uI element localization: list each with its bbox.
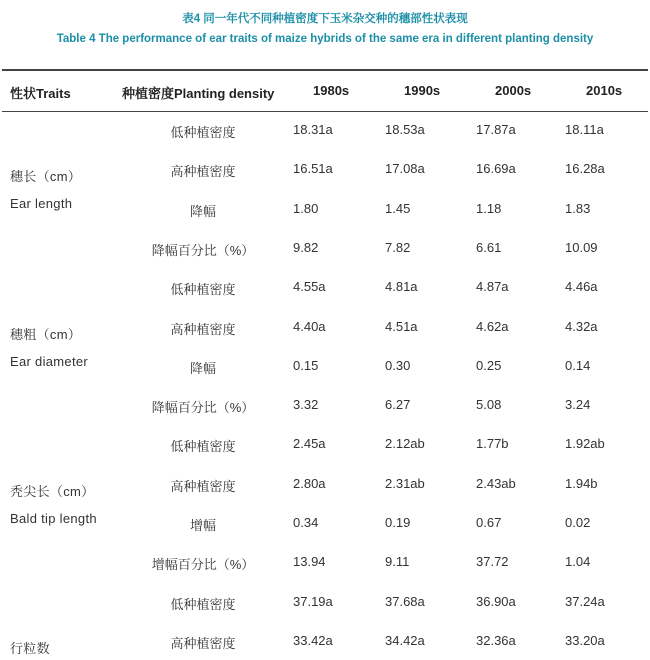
value-cell: 16.28a (565, 161, 605, 177)
table-caption-en: Table 4 The performance of ear traits of maize hybrids of the same era in different planting density (56, 33, 594, 45)
table-top-rule (2, 69, 648, 71)
value-cell: 2.31ab (385, 475, 425, 491)
value-cell: 4.87a (476, 279, 509, 295)
density-label: 增幅 (189, 518, 217, 533)
value-cell: 33.20a (565, 632, 605, 648)
value-cell: 32.36a (476, 632, 516, 648)
density-label: 高种植密度 (170, 321, 236, 337)
value-cell: 37.19a (293, 593, 333, 609)
value-cell: 37.72 (476, 554, 509, 570)
value-cell: 33.42a (293, 632, 333, 648)
value-cell: 17.08a (385, 161, 425, 177)
value-cell: 0.34 (293, 515, 319, 530)
value-cell: 0.15 (293, 357, 319, 373)
trait-name-en: Bald tip length (10, 510, 97, 526)
trait-name-zh: 穗粗（cm） (10, 326, 82, 342)
value-cell: 37.68a (385, 593, 425, 609)
value-cell: 16.51a (293, 161, 333, 177)
density-label: 增幅百分比（%） (151, 557, 255, 573)
header-traits: 性状Traits (10, 86, 71, 101)
value-cell: 1.83 (565, 200, 591, 216)
value-cell: 0.25 (476, 357, 502, 373)
density-label: 低种植密度 (170, 125, 236, 140)
value-cell: 0.02 (565, 515, 591, 530)
value-cell: 7.82 (385, 239, 411, 255)
value-cell: 13.94 (293, 554, 326, 570)
density-label: 降幅 (189, 203, 217, 219)
value-cell: 0.19 (385, 515, 411, 530)
value-cell: 10.09 (565, 239, 598, 255)
value-cell: 4.62a (476, 318, 509, 334)
density-label: 高种植密度 (170, 478, 236, 494)
value-cell: 0.14 (565, 357, 591, 373)
table-caption-zh: 表4 同一年代不同种植密度下玉米杂交种的穗部性状表现 (182, 13, 468, 25)
value-cell: 4.40a (293, 318, 326, 334)
value-cell: 2.12ab (385, 436, 425, 452)
header-era-1990s: 1990s (404, 83, 441, 98)
value-cell: 6.61 (476, 239, 502, 255)
value-cell: 37.24a (565, 593, 605, 609)
density-label: 降幅百分比（%） (151, 400, 255, 416)
value-cell: 17.87a (476, 122, 516, 137)
trait-name-zh: 秃尖长（cm） (10, 483, 95, 499)
value-cell: 3.24 (565, 397, 591, 413)
value-cell: 6.27 (385, 397, 411, 413)
density-label: 降幅百分比（%） (151, 242, 255, 258)
value-cell: 4.55a (293, 279, 326, 295)
value-cell: 4.46a (565, 279, 598, 295)
value-cell: 2.43ab (476, 475, 516, 491)
value-cell: 18.53a (385, 122, 425, 137)
trait-name-en: Ear length (10, 196, 73, 212)
header-era-2000s: 2000s (495, 83, 532, 98)
density-label: 低种植密度 (170, 596, 236, 612)
value-cell: 34.42a (385, 632, 425, 648)
value-cell: 3.32 (293, 397, 319, 413)
density-label: 低种植密度 (170, 439, 236, 455)
header-era-1980s: 1980s (313, 83, 350, 98)
trait-name-en: Ear diameter (10, 353, 89, 369)
value-cell: 4.32a (565, 318, 598, 334)
density-label: 高种植密度 (170, 164, 236, 180)
density-label: 降幅 (189, 360, 217, 376)
value-cell: 1.94b (565, 475, 598, 491)
value-cell: 1.92ab (565, 436, 605, 452)
header-era-2010s: 2010s (586, 83, 623, 98)
value-cell: 1.45 (385, 200, 411, 216)
density-label: 低种植密度 (170, 282, 236, 298)
value-cell: 2.80a (293, 475, 326, 491)
value-cell: 18.31a (293, 122, 333, 137)
value-cell: 9.82 (293, 239, 319, 255)
value-cell: 4.81a (385, 279, 418, 295)
trait-name-zh: 行粒数 (10, 640, 50, 656)
value-cell: 1.77b (476, 436, 509, 452)
value-cell: 0.30 (385, 357, 411, 373)
value-cell: 16.69a (476, 161, 516, 177)
header-planting-density: 种植密度Planting density (122, 86, 275, 101)
value-cell: 9.11 (385, 554, 410, 570)
value-cell: 1.80 (293, 200, 319, 216)
value-cell: 5.08 (476, 397, 502, 413)
header-bottom-rule (2, 111, 648, 112)
density-label: 高种植密度 (170, 635, 236, 651)
value-cell: 36.90a (476, 593, 516, 609)
value-cell: 1.04 (565, 554, 591, 570)
value-cell: 2.45a (293, 436, 326, 452)
value-cell: 1.18 (476, 200, 502, 216)
trait-name-zh: 穗长（cm） (10, 169, 82, 185)
value-cell: 18.11a (565, 122, 604, 137)
value-cell: 4.51a (385, 318, 418, 334)
value-cell: 0.67 (476, 515, 502, 530)
